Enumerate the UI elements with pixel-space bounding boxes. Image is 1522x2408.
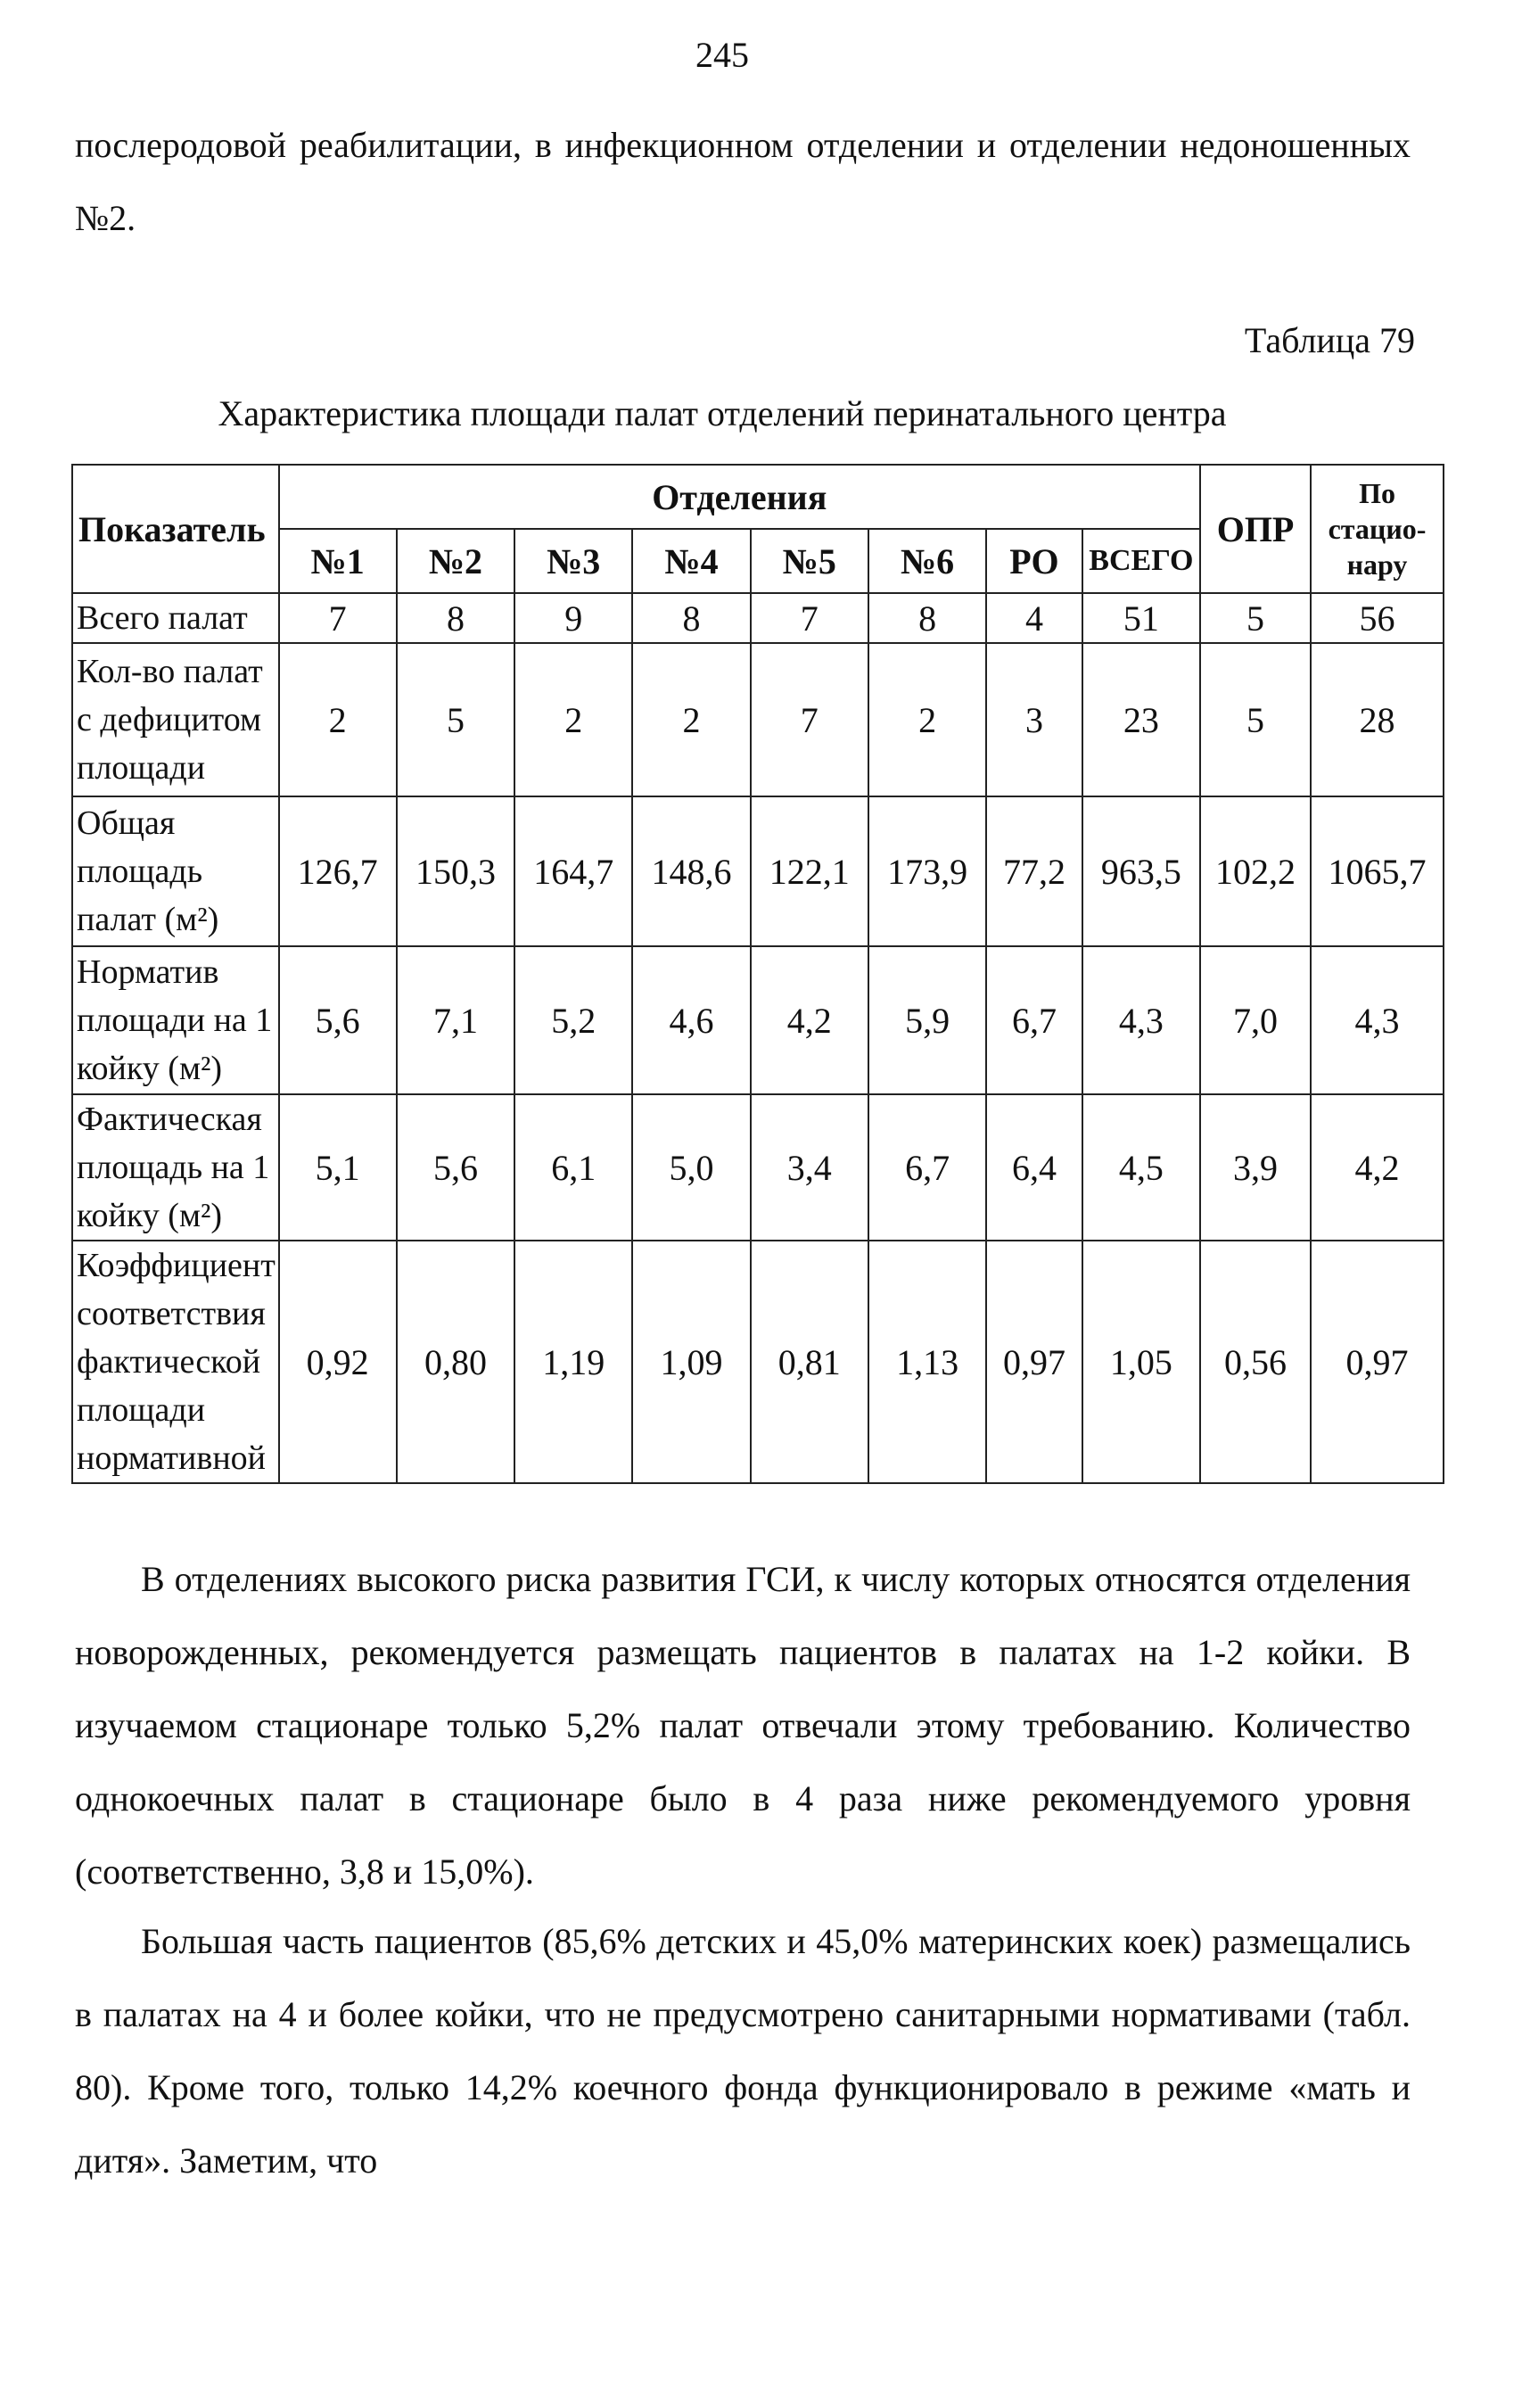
table-cell: 102,2 — [1200, 796, 1311, 946]
table-cell: 5,0 — [632, 1094, 750, 1241]
table-title: Характеристика площади палат отделений перинатального центра — [218, 393, 1227, 433]
dept-col-header: №5 — [751, 529, 868, 593]
table-cell: 5,1 — [279, 1094, 397, 1241]
table-cell: 4,2 — [1311, 1094, 1444, 1241]
table-cell: 5,2 — [514, 946, 632, 1094]
table-row — [72, 593, 1444, 643]
table-cell: 4,3 — [1311, 946, 1444, 1094]
dept-col-header: №4 — [632, 529, 750, 593]
row-label: Фактическая площадь на 1 койку (м²) — [72, 1094, 279, 1241]
table-cell: 3,4 — [751, 1094, 868, 1241]
table-cell: 122,1 — [751, 796, 868, 946]
table-cell: 150,3 — [397, 796, 514, 946]
dept-col-header: №2 — [397, 529, 514, 593]
table-cell: 9 — [514, 593, 632, 643]
table-cell: 4,2 — [751, 946, 868, 1094]
table-cell: 6,7 — [986, 946, 1082, 1094]
table-cell: 0,56 — [1200, 1241, 1311, 1483]
table-cell: 2 — [632, 643, 750, 796]
table-cell: 28 — [1311, 643, 1444, 796]
table-cell: 1,05 — [1082, 1241, 1200, 1483]
table-cell: 1,13 — [868, 1241, 986, 1483]
table-cell: 963,5 — [1082, 796, 1200, 946]
row-label: Общая площадь палат (м²) — [72, 796, 279, 946]
table-cell: 3 — [986, 643, 1082, 796]
table-cell: 7,1 — [397, 946, 514, 1094]
table-cell: 0,80 — [397, 1241, 514, 1483]
table-cell: 5 — [1200, 643, 1311, 796]
table-cell: 6,1 — [514, 1094, 632, 1241]
dept-col-header: РО — [986, 529, 1082, 593]
table-cell: 7 — [751, 593, 868, 643]
table-cell: 3,9 — [1200, 1094, 1311, 1241]
indicator-header: Показатель — [72, 465, 279, 593]
row-label: Норматив площади на 1 койку (м²) — [72, 946, 279, 1094]
table-cell: 51 — [1082, 593, 1200, 643]
table-cell: 0,92 — [279, 1241, 397, 1483]
table-cell: 1,19 — [514, 1241, 632, 1483]
table-cell: 1,09 — [632, 1241, 750, 1483]
table-cell: 0,97 — [986, 1241, 1082, 1483]
dept-col-header: №3 — [514, 529, 632, 593]
table-cell: 173,9 — [868, 796, 986, 946]
row-label: Кол-во палат с дефицитом площади — [72, 643, 279, 796]
table-cell: 2 — [868, 643, 986, 796]
table-cell: 4,3 — [1082, 946, 1200, 1094]
opr-header: ОПР — [1200, 465, 1311, 593]
table-cell: 5 — [1200, 593, 1311, 643]
table-row — [72, 1241, 1444, 1483]
table-number: Таблица 79 — [1244, 320, 1415, 360]
table-cell: 77,2 — [986, 796, 1082, 946]
table-cell: 2 — [514, 643, 632, 796]
table-cell: 2 — [279, 643, 397, 796]
table-cell: 4,5 — [1082, 1094, 1200, 1241]
ward-area-table — [71, 464, 1444, 1484]
intro-paragraph: послеродовой реабилитации, в инфекционном отделении и отделении недоношенных №2. — [75, 125, 1411, 238]
table-cell: 7 — [279, 593, 397, 643]
hospital-header: По стацио-нару — [1311, 465, 1444, 593]
table-cell: 56 — [1311, 593, 1444, 643]
table-row — [72, 796, 1444, 946]
table-cell: 6,4 — [986, 1094, 1082, 1241]
table-cell: 5,6 — [279, 946, 397, 1094]
body-paragraph: Большая часть пациентов (85,6% детских и 45,0% материнских коек) размещались в палатах на 4 и более койки, что не предусмотрено санитарными нормативами (табл. 80). Кроме того, только 14,2% коечного фонда функционировало в режиме «мать и дитя». Заметим, что — [75, 1921, 1411, 2181]
table-cell: 7,0 — [1200, 946, 1311, 1094]
row-label: Всего палат — [72, 593, 279, 643]
table-row — [72, 643, 1444, 796]
table-cell: 8 — [632, 593, 750, 643]
departments-header: Отделения — [279, 465, 1201, 529]
table-cell: 5,6 — [397, 1094, 514, 1241]
table-cell: 164,7 — [514, 796, 632, 946]
table-cell: 5,9 — [868, 946, 986, 1094]
dept-col-header: ВСЕГО — [1082, 529, 1200, 593]
dept-col-header: №1 — [279, 529, 397, 593]
page-number: 245 — [695, 35, 749, 75]
table-cell: 1065,7 — [1311, 796, 1444, 946]
body-paragraph: В отделениях высокого риска развития ГСИ, к числу которых относятся отделения новорожденных, рекомендуется размещать пациентов в палатах на 1-2 койки. В изучаемом стационаре только 5,2% палат отвечали этому требованию. Количество однокоечных палат в стационаре было в 4 раза ниже рекомендуемого уровня (соответственно, 3,8 и 15,0%). — [75, 1559, 1411, 1892]
table-cell: 7 — [751, 643, 868, 796]
table-cell: 23 — [1082, 643, 1200, 796]
dept-col-header: №6 — [868, 529, 986, 593]
table-cell: 6,7 — [868, 1094, 986, 1241]
table-cell: 4,6 — [632, 946, 750, 1094]
row-label: Коэффициент соответствия фактической площади нормативной — [72, 1241, 279, 1483]
table-cell: 8 — [397, 593, 514, 643]
table-cell: 0,97 — [1311, 1241, 1444, 1483]
table-cell: 4 — [986, 593, 1082, 643]
table-row — [72, 946, 1444, 1094]
table-cell: 5 — [397, 643, 514, 796]
table-cell: 0,81 — [751, 1241, 868, 1483]
table-row — [72, 1094, 1444, 1241]
table-cell: 126,7 — [279, 796, 397, 946]
table-cell: 8 — [868, 593, 986, 643]
table-cell: 148,6 — [632, 796, 750, 946]
